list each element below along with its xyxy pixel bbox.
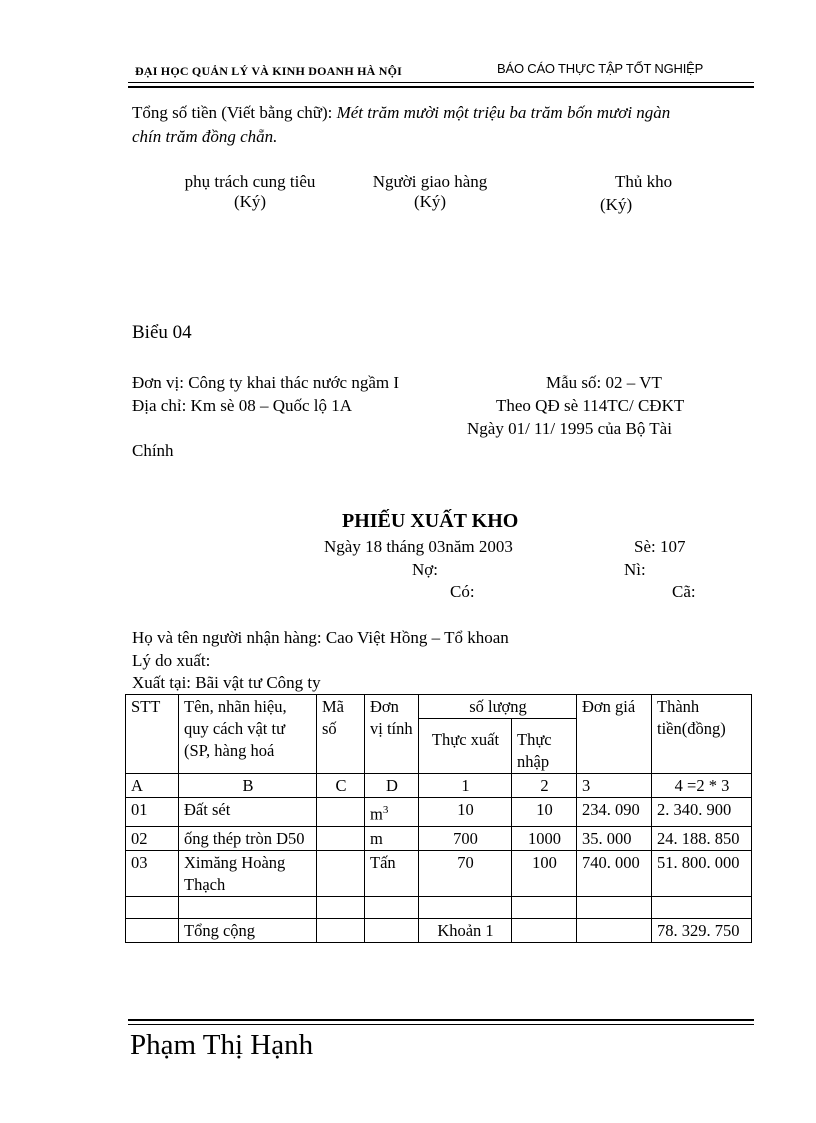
row-code bbox=[317, 850, 365, 896]
signature-storekeeper-role: Thủ kho bbox=[615, 172, 673, 191]
reason-line: Lý do xuất: bbox=[132, 651, 211, 670]
voucher-number: Sè: 107 bbox=[634, 537, 686, 556]
address-line: Địa chỉ: Km sè 08 – Quốc lộ 1A bbox=[132, 396, 353, 415]
row-price: 35. 000 bbox=[577, 826, 652, 850]
signature-sign: (Ký) bbox=[413, 192, 447, 211]
footer-rule-thick bbox=[128, 1019, 754, 1021]
table-row bbox=[126, 826, 752, 850]
total-out: Khoản 1 bbox=[419, 918, 512, 942]
letter-cell: 4 =2 * 3 bbox=[652, 774, 752, 798]
table-row bbox=[126, 798, 752, 827]
signature-supply bbox=[160, 172, 340, 212]
header-amount: Thành tiền(đồng) bbox=[652, 695, 752, 774]
credit2-label: Cã: bbox=[672, 582, 696, 601]
decision-line1: Theo QĐ sè 114TC/ CĐKT bbox=[496, 396, 685, 415]
signature-storekeeper-sign: (Ký) bbox=[600, 195, 633, 214]
header-qty-out: Thực xuất bbox=[419, 719, 512, 774]
table-header-row bbox=[126, 695, 752, 719]
unit-line: Đơn vị: Công ty khai thác nước ngầm I bbox=[132, 373, 400, 392]
row-price: 740. 000 bbox=[577, 850, 652, 896]
amount-words-text: Mét trăm mười một triệu ba trăm bốn mươi ngàn bbox=[336, 103, 671, 122]
row-price: 234. 090 bbox=[577, 798, 652, 827]
table-empty-row bbox=[126, 896, 752, 918]
row-out: 70 bbox=[419, 850, 512, 896]
row-unit-sup: 3 bbox=[382, 804, 389, 816]
row-amount: 24. 188. 850 bbox=[652, 826, 752, 850]
header-name: Tên, nhãn hiệu, quy cách vật tư (SP, hàng hoá bbox=[179, 695, 317, 774]
stock-issue-table bbox=[125, 694, 752, 943]
letter-cell: 2 bbox=[512, 774, 577, 798]
header-unit: Đơn vị tính bbox=[365, 695, 419, 774]
issue-date: Ngày 18 tháng 03năm 2003 bbox=[324, 537, 513, 556]
decision-line3: Chính bbox=[132, 441, 174, 460]
form-code: Mẫu số: 02 – VT bbox=[546, 373, 662, 392]
row-name: Ximăng Hoàng Thạch bbox=[179, 850, 317, 896]
receiver-line: Họ và tên người nhận hàng: Cao Việt Hồng – Tổ khoan bbox=[132, 628, 509, 647]
form-label: Biểu 04 bbox=[132, 322, 192, 343]
header-report-title: BÁO CÁO THỰC TẬP TỐT NGHIỆP bbox=[497, 61, 704, 76]
header-price: Đơn giá bbox=[577, 695, 652, 774]
table-total-row bbox=[126, 918, 752, 942]
header-school-name: ĐẠI HỌC QUẢN LÝ VÀ KINH DOANH HÀ NỘI bbox=[135, 64, 402, 78]
row-name: Đất sét bbox=[179, 798, 317, 827]
header-stt: STT bbox=[126, 695, 179, 774]
row-in: 10 bbox=[512, 798, 577, 827]
row-in: 100 bbox=[512, 850, 577, 896]
row-out: 10 bbox=[419, 798, 512, 827]
debit-label: Nợ: bbox=[412, 560, 438, 579]
page-title: PHIẾU XUẤT KHO bbox=[342, 510, 519, 532]
signature-deliverer bbox=[345, 172, 515, 212]
credit-label: Có: bbox=[450, 582, 475, 601]
letter-cell: A bbox=[126, 774, 179, 798]
table-row bbox=[126, 850, 752, 896]
signature-role: Người giao hàng bbox=[372, 172, 488, 191]
total-amount: 78. 329. 750 bbox=[652, 918, 752, 942]
header-code: Mã số bbox=[317, 695, 365, 774]
footer-author-name: Phạm Thị Hạnh bbox=[130, 1029, 314, 1061]
header-qty-in: Thực nhập bbox=[512, 719, 577, 774]
row-amount: 2. 340. 900 bbox=[652, 798, 752, 827]
total-label: Tổng cộng bbox=[179, 918, 317, 942]
letter-cell: D bbox=[365, 774, 419, 798]
row-out: 700 bbox=[419, 826, 512, 850]
letter-cell: 3 bbox=[577, 774, 652, 798]
row-stt: 01 bbox=[126, 798, 179, 827]
letter-cell: B bbox=[179, 774, 317, 798]
footer-rule-thin bbox=[128, 1024, 754, 1025]
row-unit bbox=[365, 798, 419, 827]
row-code bbox=[317, 826, 365, 850]
table-letter-row bbox=[126, 774, 752, 798]
header-rule-thin bbox=[128, 82, 754, 83]
amount-words-line1 bbox=[132, 103, 670, 123]
row-name: ống thép tròn D50 bbox=[179, 826, 317, 850]
signature-role: phụ trách cung tiêu bbox=[184, 172, 316, 191]
header-rule-thick bbox=[128, 86, 754, 88]
amount-words-line2: chín trăm đồng chẵn. bbox=[132, 127, 278, 146]
letter-cell: C bbox=[317, 774, 365, 798]
signature-sign: (Ký) bbox=[233, 192, 267, 211]
amount-words-label: Tổng số tiền (Viết bằng chữ): bbox=[132, 103, 333, 122]
row-unit-text: m bbox=[370, 804, 383, 824]
row-unit: m bbox=[365, 826, 419, 850]
row-stt: 02 bbox=[126, 826, 179, 850]
row-amount: 51. 800. 000 bbox=[652, 850, 752, 896]
ni-label: Nì: bbox=[624, 560, 646, 579]
location-line: Xuất tại: Bãi vật tư Công ty bbox=[132, 673, 321, 692]
row-stt: 03 bbox=[126, 850, 179, 896]
row-unit: Tấn bbox=[365, 850, 419, 896]
row-in: 1000 bbox=[512, 826, 577, 850]
header-quantity: số lượng bbox=[419, 695, 577, 719]
letter-cell: 1 bbox=[419, 774, 512, 798]
decision-line2: Ngày 01/ 11/ 1995 của Bộ Tài bbox=[467, 419, 672, 438]
row-code bbox=[317, 798, 365, 827]
